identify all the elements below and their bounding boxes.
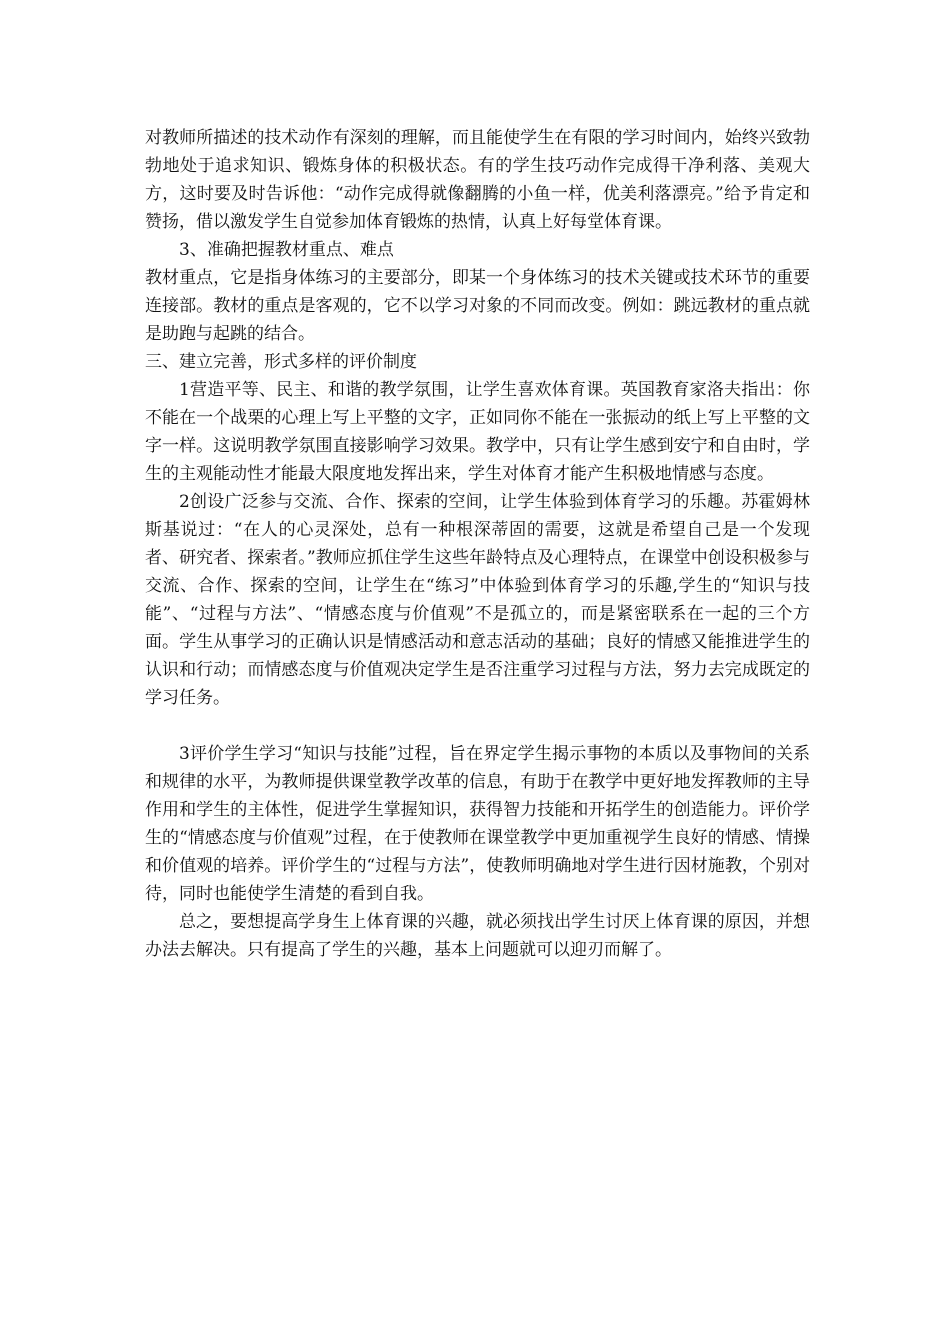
section-heading-3: 3、准确把握教材重点、难点 bbox=[179, 240, 394, 260]
paragraph-continuation: 对教师所描述的技术动作有深刻的理解，而且能使学生在有限的学习时间内，始终兴致勃勃地处于追求知识、锻炼身体的积极状态。有的学生技巧动作完成得干净利落、美观大方，这时要及时告诉他：“动作完成得就像翻腾的小鱼一样，优美利落漂亮。”给予肯定和赞扬，借以激发学生自觉参加体育锻炼的热情，认真上好每堂体育课。 bbox=[145, 128, 810, 232]
paragraph-item-2: 2创设广泛参与交流、合作、探索的空间，让学生体验到体育学习的乐趣。苏霍姆林斯基说过：“在人的心灵深处，总有一种根深蒂固的需要，这就是希望自己是一个发现者、研究者、探索者。”教师应抓住学生这些年龄特点及心理特点，在课堂中创设积极参与交流、合作、探索的空间，让学生在“练习”中体验到体育学习的乐趣,学生的“知识与技能”、“过程与方法”、“情感态度与价值观”不是孤立的，而是紧密联系在一起的三个方面。学生从事学习的正确认识是情感活动和意志活动的基础；良好的情感又能推进学生的认识和行动；而情感态度与价值观决定学生是否注重学习过程与方法，努力去完成既定的学习任务。 bbox=[145, 492, 810, 708]
document-body bbox=[145, 124, 810, 964]
paragraph-gap bbox=[145, 712, 810, 740]
paragraph-conclusion: 总之，要想提高学身生上体育课的兴趣，就必须找出学生讨厌上体育课的原因，并想办法去解决。只有提高了学生的兴趣，基本上问题就可以迎刃而解了。 bbox=[145, 912, 810, 960]
paragraph-item-1: 1营造平等、民主、和谐的教学氛围，让学生喜欢体育课。英国教育家洛夫指出：你不能在一个战栗的心理上写上平整的文字，正如同你不能在一张振动的纸上写上平整的文字一样。这说明教学氛围直接影响学习效果。教学中，只有让学生感到安宁和自由时，学生的主观能动性才能最大限度地发挥出来，学生对体育才能产生积极地情感与态度。 bbox=[145, 380, 810, 484]
paragraph-item-3: 3评价学生学习“知识与技能”过程，旨在界定学生揭示事物的本质以及事物间的关系和规律的水平，为教师提供课堂教学改革的信息，有助于在教学中更好地发挥教师的主导作用和学生的主体性，促进学生掌握知识，获得智力技能和开拓学生的创造能力。评价学生的“情感态度与价值观”过程，在于使教师在课堂教学中更加重视学生良好的情感、情操和价值观的培养。评价学生的“过程与方法”，使教师明确地对学生进行因材施教，个别对待，同时也能使学生清楚的看到自我。 bbox=[145, 744, 810, 904]
paragraph-key-points: 教材重点，它是指身体练习的主要部分，即某一个身体练习的技术关键或技术环节的重要连接部。教材的重点是客观的，它不以学习对象的不同而改变。例如：跳远教材的重点就是助跑与起跳的结合。 bbox=[145, 268, 810, 344]
section-heading-evaluation: 三、建立完善，形式多样的评价制度 bbox=[145, 352, 417, 372]
